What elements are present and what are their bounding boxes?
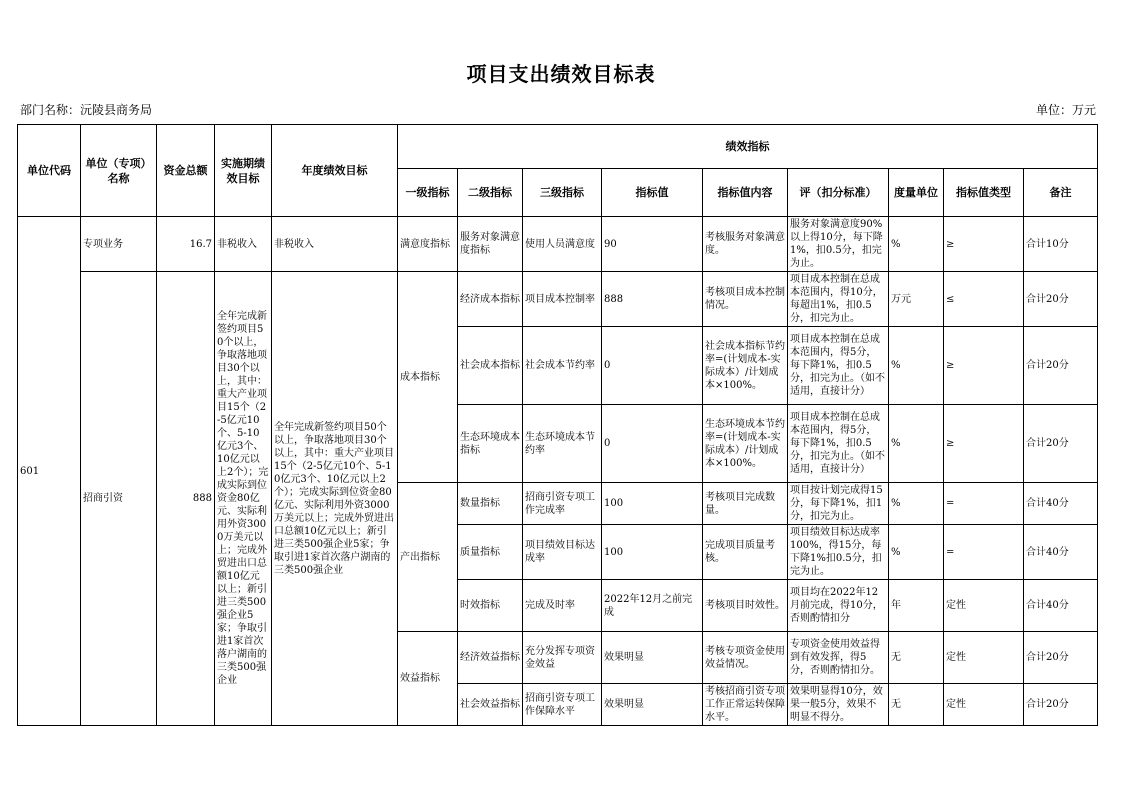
- level1-cell: 满意度指标: [398, 217, 458, 272]
- annual-goal-cell: 全年完成新签约项目50个以上，争取落地项目30个以上，其中：重大产业项目15个（2-5亿元10个、5-10亿元3个、10亿元以上2个）；完成实际到位资金80亿元、实际利用外资3000万美元以上；完成外贸进出口总额10亿元以上；新引进三类500强企业5家；争取引进1家首次落户湖南的三类500强企业: [272, 272, 398, 726]
- unit-cell: %: [889, 405, 944, 483]
- level3-cell: 生态环境成本节约率: [523, 405, 602, 483]
- scoring-cell: 服务对象满意度90%以上得10分，每下降1%，扣0.5分，扣完为止。: [788, 217, 889, 272]
- level3-cell: 招商引资专项工作完成率: [523, 483, 602, 525]
- header-value: 指标值: [602, 169, 703, 217]
- remark-cell: 合计10分: [1024, 217, 1098, 272]
- type-cell: ≥: [944, 327, 1024, 405]
- content-cell: 考核项目完成数量。: [703, 483, 788, 525]
- level2-cell: 社会效益指标: [458, 684, 523, 726]
- value-cell: 90: [602, 217, 703, 272]
- header-fund-total: 资金总额: [157, 125, 215, 217]
- content-cell: 考核服务对象满意度。: [703, 217, 788, 272]
- header-unit-name: 单位（专项）名称: [81, 125, 157, 217]
- unit-cell: %: [889, 327, 944, 405]
- level2-cell: 生态环境成本指标: [458, 405, 523, 483]
- department-name: 部门名称：沅陵县商务局: [20, 103, 153, 117]
- header-level1: 一级指标: [398, 169, 458, 217]
- level1-cell: 成本指标: [398, 272, 458, 483]
- remark-cell: 合计40分: [1024, 580, 1098, 632]
- header-period-goal: 实施期绩效目标: [215, 125, 272, 217]
- level1-cell: 效益指标: [398, 632, 458, 726]
- type-cell: 定性: [944, 632, 1024, 684]
- remark-cell: 合计20分: [1024, 272, 1098, 327]
- fund-cell: 16.7: [157, 217, 215, 272]
- fund-cell: 888: [157, 272, 215, 726]
- scoring-cell: 项目成本控制在总成本范围内，得5分，每下降1%，扣0.5分，扣完为止。（如不适用，直接计分）: [788, 405, 889, 483]
- unit-cell: %: [889, 525, 944, 580]
- type-cell: ≥: [944, 405, 1024, 483]
- page-title: 项目支出绩效目标表: [466, 62, 656, 86]
- type-cell: ≥: [944, 217, 1024, 272]
- value-cell: 100: [602, 525, 703, 580]
- scoring-cell: 专项资金使用效益得到有效发挥，得5分，否则酌情扣分。: [788, 632, 889, 684]
- type-cell: 定性: [944, 684, 1024, 726]
- unit-code-cell: 601: [18, 217, 81, 726]
- remark-cell: 合计20分: [1024, 684, 1098, 726]
- level3-cell: 项目绩效目标达成率: [523, 525, 602, 580]
- level3-cell: 项目成本控制率: [523, 272, 602, 327]
- value-cell: 0: [602, 405, 703, 483]
- header-level3: 三级指标: [523, 169, 602, 217]
- unit-cell: 年: [889, 580, 944, 632]
- content-cell: 完成项目质量考核。: [703, 525, 788, 580]
- content-cell: 考核项目时效性。: [703, 580, 788, 632]
- unit-cell: 万元: [889, 272, 944, 327]
- unit-cell: 无: [889, 684, 944, 726]
- table-row: [18, 217, 1098, 272]
- unit-cell: 无: [889, 632, 944, 684]
- type-cell: 定性: [944, 580, 1024, 632]
- scoring-cell: 项目成本控制在总成本范围内，得5分，每下降1%，扣0.5分，扣完为止。（如不适用，直接计分）: [788, 327, 889, 405]
- unit-cell: %: [889, 217, 944, 272]
- performance-table: [17, 124, 1098, 726]
- header-remark: 备注: [1024, 169, 1098, 217]
- level2-cell: 社会成本指标: [458, 327, 523, 405]
- level2-cell: 数量指标: [458, 483, 523, 525]
- value-cell: 效果明显: [602, 632, 703, 684]
- table-row: [18, 272, 1098, 327]
- remark-cell: 合计40分: [1024, 483, 1098, 525]
- remark-cell: 合计20分: [1024, 327, 1098, 405]
- content-cell: 生态环境成本节约率=(计划成本-实际成本）/计划成本×100%。: [703, 405, 788, 483]
- header-indicators: 绩效指标: [398, 125, 1098, 169]
- content-cell: 社会成本指标节约率=(计划成本-实际成本）/计划成本×100%。: [703, 327, 788, 405]
- level2-cell: 质量指标: [458, 525, 523, 580]
- value-cell: 100: [602, 483, 703, 525]
- level3-cell: 使用人员满意度: [523, 217, 602, 272]
- annual-goal-cell: 非税收入: [272, 217, 398, 272]
- scoring-cell: 效果明显得10分，效果一般5分，效果不明显不得分。: [788, 684, 889, 726]
- project-name-cell: 专项业务: [81, 217, 157, 272]
- content-cell: 考核招商引资专项工作正常运转保障水平。: [703, 684, 788, 726]
- level2-cell: 服务对象满意度指标: [458, 217, 523, 272]
- type-cell: =: [944, 483, 1024, 525]
- header-content: 指标值内容: [703, 169, 788, 217]
- unit-cell: %: [889, 483, 944, 525]
- remark-cell: 合计20分: [1024, 632, 1098, 684]
- value-cell: 0: [602, 327, 703, 405]
- period-goal-cell: 非税收入: [215, 217, 272, 272]
- header-value-type: 指标值类型: [944, 169, 1024, 217]
- header-measure-unit: 度量单位: [889, 169, 944, 217]
- value-cell: 2022年12月之前完成: [602, 580, 703, 632]
- scoring-cell: 项目按计划完成得15分，每下降1%，扣1分，扣完为止。: [788, 483, 889, 525]
- level3-cell: 充分发挥专项资金效益: [523, 632, 602, 684]
- scoring-cell: 项目成本控制在总成本范围内，得10分，每超出1%，扣0.5分，扣完为止。: [788, 272, 889, 327]
- level3-cell: 社会成本节约率: [523, 327, 602, 405]
- type-cell: =: [944, 525, 1024, 580]
- scoring-cell: 项目绩效目标达成率100%，得15分，每下降1%扣0.5分，扣完为止。: [788, 525, 889, 580]
- level2-cell: 经济成本指标: [458, 272, 523, 327]
- project-name-cell: 招商引资: [81, 272, 157, 726]
- level3-cell: 完成及时率: [523, 580, 602, 632]
- remark-cell: 合计20分: [1024, 405, 1098, 483]
- content-cell: 考核专项资金使用效益情况。: [703, 632, 788, 684]
- remark-cell: 合计40分: [1024, 525, 1098, 580]
- value-cell: 效果明显: [602, 684, 703, 726]
- value-cell: 888: [602, 272, 703, 327]
- level1-cell: 产出指标: [398, 483, 458, 632]
- header-level2: 二级指标: [458, 169, 523, 217]
- header-scoring: 评（扣分标准）: [788, 169, 889, 217]
- level2-cell: 经济效益指标: [458, 632, 523, 684]
- header-unit-code: 单位代码: [18, 125, 81, 217]
- period-goal-cell: 全年完成新签约项目50个以上，争取落地项目30个以上，其中：重大产业项目15个（2-5亿元10个、5-10亿元3个、10亿元以上2个）；完成实际到位资金80亿元、实际利用外资3000万美元以上；完成外贸进出口总额10亿元以上；新引进三类500强企业5家；争取引进1家首次落户湖南的三类500强企业: [215, 272, 272, 726]
- level3-cell: 招商引资专项工作保障水平: [523, 684, 602, 726]
- scoring-cell: 项目均在2022年12月前完成，得10分，否则酌情扣分: [788, 580, 889, 632]
- header-annual-goal: 年度绩效目标: [272, 125, 398, 217]
- level2-cell: 时效指标: [458, 580, 523, 632]
- content-cell: 考核项目成本控制情况。: [703, 272, 788, 327]
- type-cell: ≤: [944, 272, 1024, 327]
- currency-unit: 单位：万元: [1035, 103, 1096, 117]
